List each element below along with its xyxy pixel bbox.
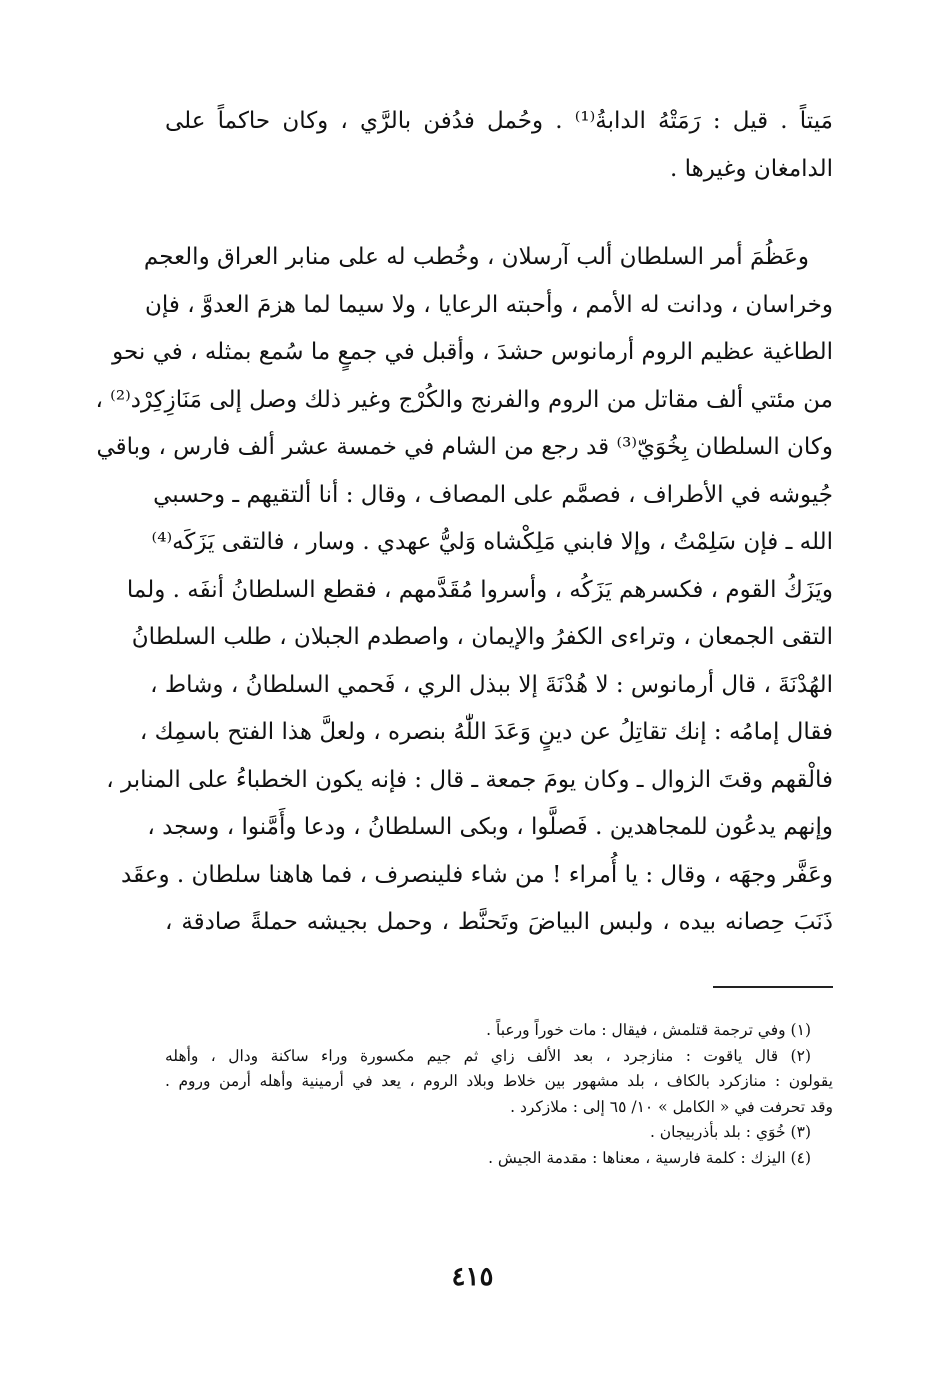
text-line: وكان السلطان بِخُوَيّ⁽³⁾ قد رجع من الشام في خمسة عشر ألف فارس ، وباقي xyxy=(96,434,833,460)
footnote-line: وقد تحرفت في « الكامل » ١٠/ ٦٥ إلى : ملازكرد . xyxy=(510,1097,833,1116)
main-paragraph xyxy=(95,234,833,947)
text-line: ويَزَكُ القوم ، فكسرهم يَزَكُه ، وأسروا مُقَدَّمهم ، فقطع السلطانُ أنفَه . ولما xyxy=(126,576,833,603)
footnote-line: (٣) خُوَي : بلد بأذربيجان . xyxy=(649,1123,811,1141)
text-line: من مئتي ألف مقاتل من الروم والفرنج والكُرْج وغير ذلك وصل إلى مَنَازِكِرْد⁽²⁾ ، xyxy=(95,386,833,413)
footnotes xyxy=(165,1018,833,1171)
footnote-line: (٢) قال ياقوت : منازجرد ، بعد الألف زاي ثم جيم مكسورة وراء ساكنة ودال ، وأهله xyxy=(165,1046,811,1065)
text-line: ذَنَبَ حِصانه بيده ، ولبس البياضَ وتَحنَّط ، وحمل بجيشه حملةً صادقة ، xyxy=(165,909,833,935)
text-line: وعَفَّر وجهَه ، وقال : يا أُمراء ! من شاء فلينصرف ، فما هاهنا سلطان . وعقَد xyxy=(121,861,833,888)
text-line: وعَظُمَ أمر السلطان ألب آرسلان ، وخُطب له على منابر العراق والعجم xyxy=(143,244,809,270)
text-line: فالْقهم وقتَ الزوال ـ وكان يومَ جمعة ـ قال : فإنه يكون الخطباءُ على المنابر ، xyxy=(106,766,833,793)
footnote-line: يقولون : منازكرد بالكاف ، بلد مشهور بين خلاط وبلاد الروم ، يعد في أرمينية وأهله أرمن وروم . xyxy=(165,1072,833,1090)
text-line: وإنهم يدعُون للمجاهدين . فَصلَّوا ، وبكى السلطانُ ، ودعا وأَمَّنوا ، وسجد ، xyxy=(147,814,833,840)
footnote-line: (٤) اليزك : كلمة فارسية ، معناها : مقدمة الجيش . xyxy=(488,1148,811,1167)
footnote-separator xyxy=(713,986,833,988)
text-line: فقال إمامُه : إنك تقاتِلُ عن دينٍ وَعَدَ اللّٰهُ بنصره ، ولعلَّ هذا الفتح باسمِك ، xyxy=(139,719,833,745)
text-line: الدامغان وغيرها . xyxy=(669,155,833,182)
text-line: التقى الجمعان ، وتراءى الكفرُ والإيمان ، واصطدم الجبلان ، طلب السلطانُ xyxy=(131,624,833,650)
footnote-line: (١) وفي ترجمة قتلمش ، فيقال : مات خوراً ورعباً . xyxy=(486,1021,811,1039)
text-line: الطاغية عظيم الروم أرمانوس حشدَ ، وأقبل في جمعٍ ما سُمع بمثله ، في نحو xyxy=(112,339,833,365)
text-line: وخراسان ، ودانت له الأمم ، وأحبته الرعايا ، ولا سيما لما هزمَ العدوَّ ، فإن xyxy=(145,291,833,318)
page-number: ٤١٥ xyxy=(451,1262,494,1292)
text-line: الله ـ فإن سَلِمْتُ ، وإلا فابني مَلِكْشاه وَليُّ عهدي . وسار ، فالتقى يَزَكَه⁽⁴⁾ xyxy=(151,529,833,555)
text-line: مَيتاً . قيل : رَمَتْهُ الدابةُ⁽¹⁾ . وحُمل فدُفن بالرَّي ، وكان حاكماً على xyxy=(165,108,833,134)
text-line: الهُدْنَةَ ، قال أرمانوس : لا هُدْنَةَ إلا ببذل الري ، فَحمي السلطانُ ، وشاط ، xyxy=(150,671,833,698)
text-line: جُيوشه في الأطراف ، فصمَّم على المصاف ، وقال : أنا ألتقيهم ـ وحسبي xyxy=(153,481,833,508)
paragraph-continuation xyxy=(165,98,833,193)
